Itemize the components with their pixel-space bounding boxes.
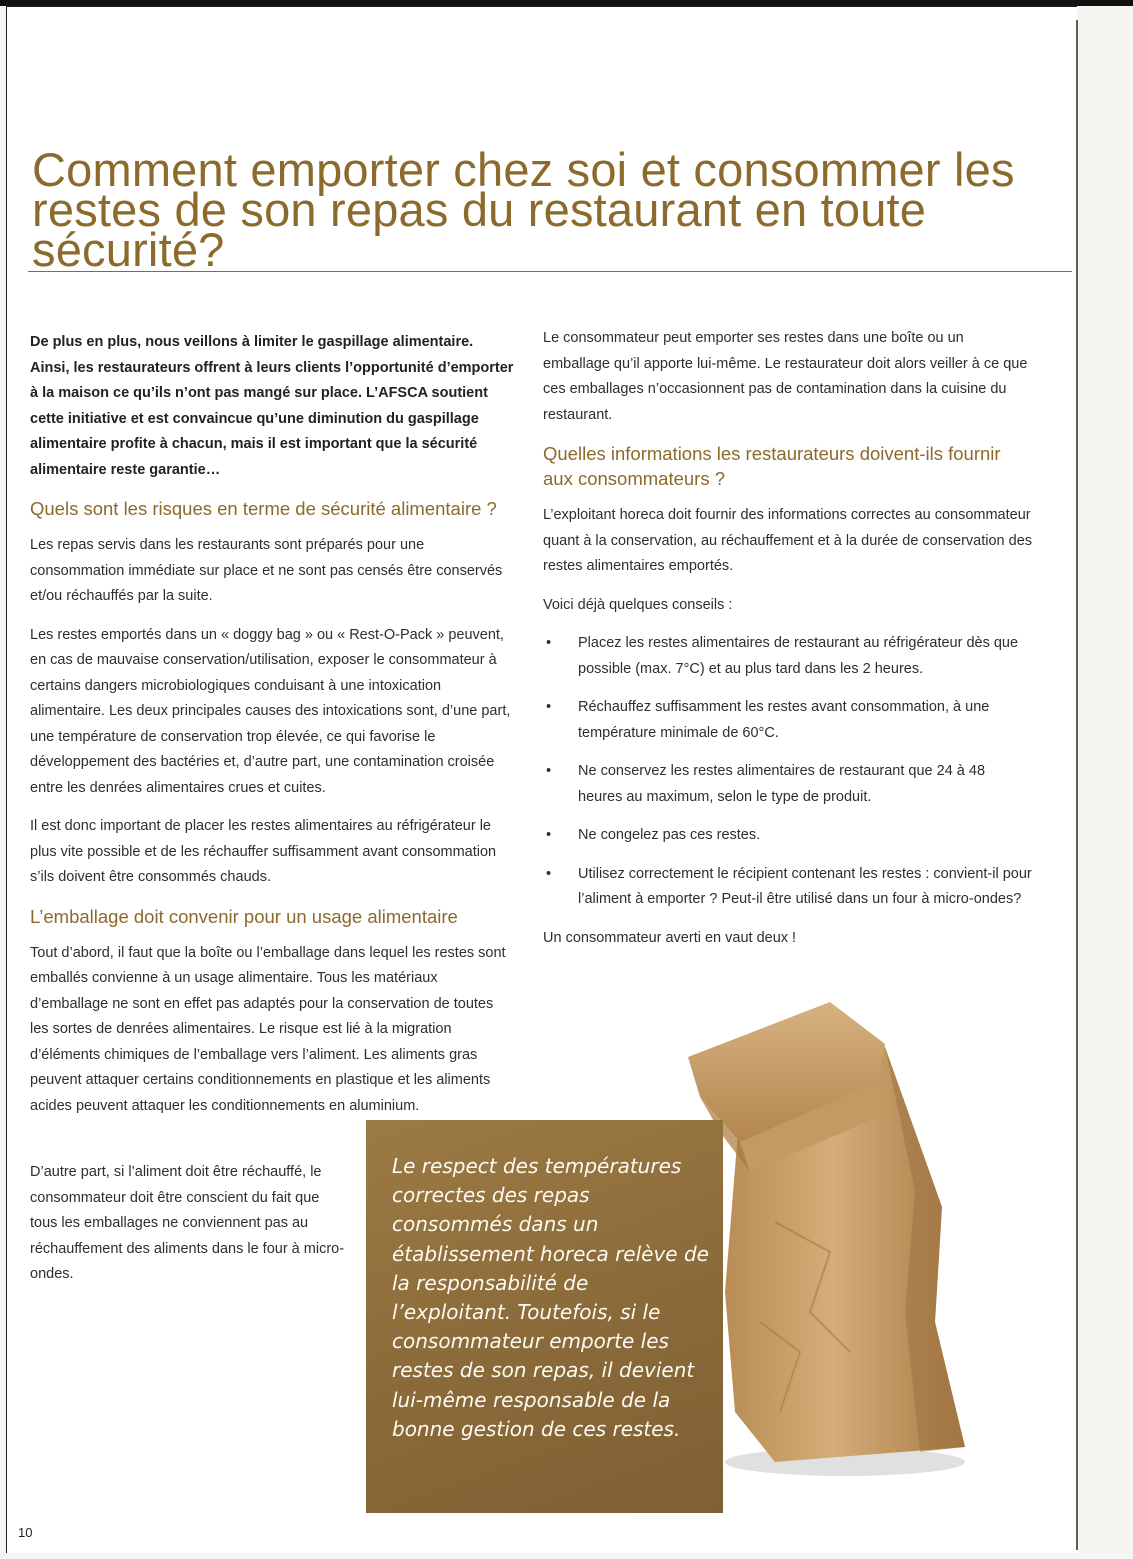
- advice-text: Ne congelez pas ces restes.: [578, 827, 761, 843]
- title-divider: [28, 271, 1072, 272]
- right-column: [543, 326, 1033, 964]
- closing-line: Un consommateur averti en vaut deux !: [543, 929, 797, 946]
- intro-paragraph: De plus en plus, nous veillons à limiter le gaspillage alimentaire. Ainsi, les restaurateurs offrent à leurs clients l’opportunité d’emporter à la maison ce qu’ils n’ont pas mangé sur place. L’AFSCA soutient cette initiative et est convaincue qu’une diminution du gaspillage alimentaire profite à chacun, mais il est important que la sécurité alimentaire reste garantie…: [30, 334, 514, 478]
- paragraph-risks-3: Il est donc important de placer les restes alimentaires au réfrigérateur le plus vite possible et de les réchauffer suffisamment avant consommation s’ils doivent être consommés chauds.: [30, 818, 497, 885]
- paragraph-packaging-2: D’autre part, si l’aliment doit être réchauffé, le consommateur doit être conscient du fait que tous les emballages ne conviennent pas au réchauffement des aliments dans le four à micro-ondes.: [30, 1164, 345, 1282]
- paper-bag-icon: [680, 992, 980, 1482]
- list-item: [543, 823, 1033, 849]
- quote-box: [366, 1120, 723, 1513]
- paragraph-risks-2: Les restes emportés dans un « doggy bag » ou « Rest-O-Pack » peuvent, en cas de mauvaise conservation/utilisation, exposer le consommateur à certains dangers microbiologiques conduisant à une intoxication alimentaire. Les deux principales causes des intoxications sont, d’une part, une température de conservation trop élevée, ce qui favorise le développement des bactéries et, d’autre part, une contamination croisée entre les denrées alimentaires crues et cuites.: [30, 626, 511, 796]
- list-item: [543, 695, 1033, 746]
- advice-text: Placez les restes alimentaires de restaurant au réfrigérateur dès que possible (max. 7°C) et au plus tard dans les 2 heures.: [578, 635, 1019, 677]
- heading-risks: Quels sont les risques en terme de sécurité alimentaire ?: [30, 498, 497, 519]
- paragraph-information: L’exploitant horeca doit fournir des informations correctes au consommateur quant à la conservation, au réchauffement et à la durée de conservation des restes alimentaires emportés.: [543, 507, 1033, 574]
- advice-list: [543, 631, 1033, 913]
- bullet-icon: •: [546, 635, 552, 651]
- quote-text: Le respect des températures correctes des repas consommés dans un établissement horeca relève de la responsabilité de l’exploitant. Toutefois, si le consommateur emporte les restes de son repas, il devient lui-même responsable de la bonne gestion de ces restes.: [392, 1154, 709, 1441]
- bullet-icon: •: [546, 865, 552, 882]
- list-item: [543, 862, 1033, 913]
- paragraph-packaging-1: Tout d’abord, il faut que la boîte ou l’emballage dans lequel les restes sont emballés convienne à un usage alimentaire. Tous les matériaux d’emballage ne sont en effet pas adaptés pour la conservation de toutes les sortes de denrées alimentaires. Le risque est lié à la migration d’éléments chimiques de l’emballage vers l’aliment. Les aliments gras peuvent attaquer certains conditionnements en plastique et les aliments acides peuvent attaquer les conditionnements en aluminium.: [30, 944, 506, 1114]
- heading-information: Quelles informations les restaurateurs doivent-ils fournir aux consommateurs ?: [543, 443, 1001, 489]
- list-item: [543, 631, 1033, 682]
- scan-border-right: [1076, 20, 1078, 1550]
- heading-packaging: L’emballage doit convenir pour un usage alimentaire: [30, 905, 458, 927]
- left-column: [30, 330, 515, 1132]
- advice-text: Utilisez correctement le récipient contenant les restes : convient-il pour l’aliment à emporter ? Peut-il être utilisé dans un four à micro-ondes?: [578, 865, 1032, 907]
- paragraph-risks-1: Les repas servis dans les restaurants sont préparés pour une consommation immédiate sur place et ne sont pas censés être conservés et/ou réchauffés par la suite.: [30, 537, 503, 604]
- bullet-icon: •: [546, 827, 552, 843]
- list-item: [543, 759, 1033, 810]
- advice-text: Réchauffez suffisamment les restes avant consommation, à une température minimale de 60°C.: [578, 699, 990, 741]
- page-number: 10: [18, 1525, 33, 1540]
- paragraph-own-container: Le consommateur peut emporter ses restes dans une boîte ou un emballage qu’il apporte lui-même. Le restaurateur doit alors veiller à ce que ces emballages n’occasionnent pas de contamination dans la cuisine du restaurant.: [543, 330, 1028, 423]
- bullet-icon: •: [546, 763, 552, 779]
- advice-text: Ne conservez les restes alimentaires de restaurant que 24 à 48 heures au maximum, selon le type de produit.: [578, 763, 986, 805]
- page-title: Comment emporter chez soi et consommer les restes de son repas du restaurant en toute sécurité?: [32, 143, 1015, 276]
- advice-intro: Voici déjà quelques conseils :: [543, 596, 733, 613]
- bullet-icon: •: [546, 699, 552, 715]
